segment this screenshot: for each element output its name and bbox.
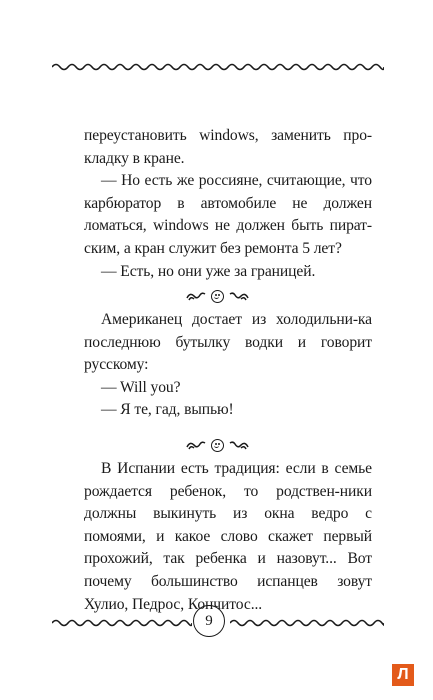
bottom-wavy-rule-left xyxy=(52,618,192,628)
paragraph: — Есть, но они уже за границей. xyxy=(101,262,316,280)
publisher-logo xyxy=(392,664,414,686)
smiley-icon xyxy=(211,290,224,303)
paragraph: Американец достает из холодильни-ка последнюю бутылку водки и говорит русскому: xyxy=(84,311,372,374)
joke-block-3 xyxy=(84,458,372,616)
ornament-right-icon xyxy=(228,439,250,451)
ornament-left-icon xyxy=(185,439,207,451)
ornament-right-icon xyxy=(228,290,250,302)
paragraph: — Но есть же россияне, считающие, что карбюратор в автомобиле не должен ломаться, windows не должен быть пират-ским, а кран служит без ремонта 5 лет? xyxy=(84,172,372,257)
ornament-left-icon xyxy=(185,290,207,302)
paragraph: переустановить windows, заменить про-кладку в кране. xyxy=(84,127,372,167)
page-number: 9 xyxy=(193,605,225,637)
paragraph: — Я те, гад, выпью! xyxy=(101,401,234,419)
section-separator xyxy=(172,287,262,305)
joke-block-2 xyxy=(84,309,372,422)
paragraph: — Will you? xyxy=(101,378,181,396)
logo-letter: Л xyxy=(397,666,409,683)
top-wavy-rule xyxy=(52,62,384,72)
bottom-wavy-rule-right xyxy=(230,618,384,628)
section-separator xyxy=(172,436,262,454)
smiley-icon xyxy=(211,439,224,452)
paragraph: В Испании есть традиция: если в семье рождается ребенок, то родствен-ники должны выкинуть из окна ведро с помоями, и какое слово скажет первый прохожий, так ребенка и назовут... Вот почему большинство испанцев зовут Хулио, Педрос, Кончитос... xyxy=(84,460,372,613)
joke-block-1 xyxy=(84,125,372,283)
